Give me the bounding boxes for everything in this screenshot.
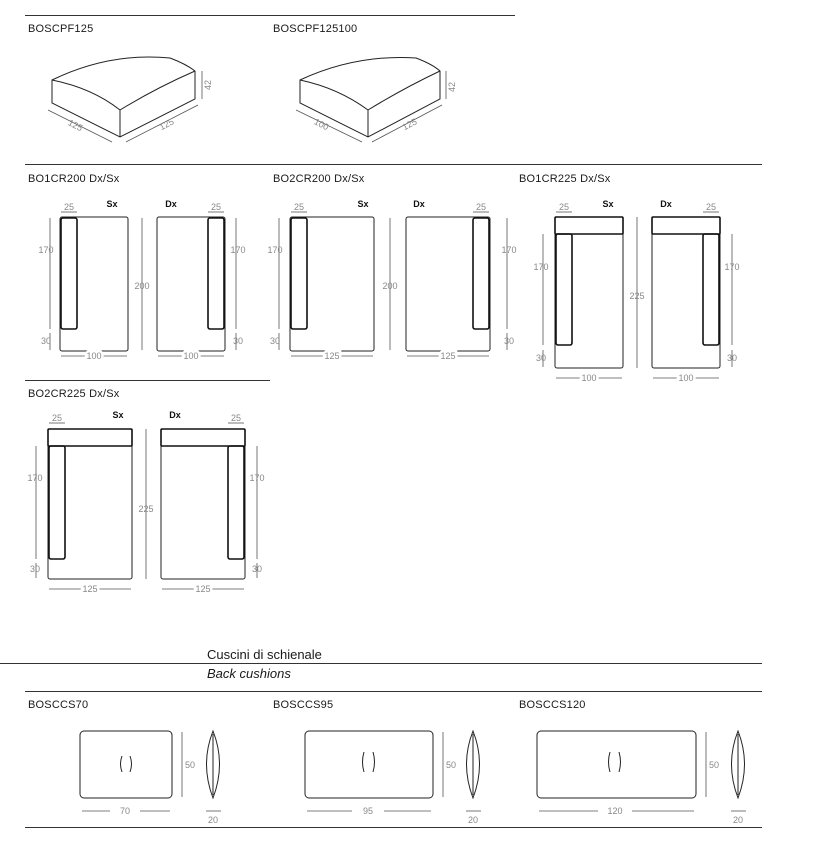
cushion-drawing-120 (537, 731, 746, 825)
side-label-sx: Sx (602, 199, 614, 209)
cushion-depth: 20 (207, 815, 219, 825)
product-code: BOSCCS120 (519, 699, 586, 711)
back-dimension: 30 (503, 336, 515, 346)
section-title-english: Back cushions (207, 666, 291, 681)
seat-dimension: 170 (533, 262, 549, 272)
arm-dimension: 25 (230, 413, 242, 423)
side-label-sx: Sx (106, 199, 118, 209)
length-dimension: 200 (134, 281, 150, 291)
cushion-drawing-95 (305, 731, 481, 825)
product-code: BOSCCS70 (28, 699, 89, 711)
cushion-width: 95 (362, 806, 374, 816)
arm-dimension: 25 (558, 202, 570, 212)
arm-dimension: 25 (51, 413, 63, 423)
cushion-drawing-70 (80, 731, 221, 825)
product-code: BOSCCS95 (273, 699, 334, 711)
product-code: BO1CR200 Dx/Sx (28, 173, 120, 185)
height-dimension: 42 (203, 79, 213, 91)
width-dimension: 125 (82, 584, 98, 594)
seat-dimension: 170 (501, 245, 517, 255)
side-label-sx: Sx (112, 410, 124, 420)
product-code: BO1CR225 Dx/Sx (519, 173, 611, 185)
seat-dimension: 170 (724, 262, 740, 272)
corner-piece-drawing (48, 57, 213, 142)
arm-dimension: 25 (475, 202, 487, 212)
arm-dimension: 25 (63, 202, 75, 212)
product-code: BOSCPF125 (28, 23, 94, 35)
section-title-italian: Cuscini di schienale (207, 647, 322, 662)
cushion-depth: 20 (467, 815, 479, 825)
length-dimension: 225 (138, 504, 154, 514)
arm-dimension: 25 (293, 202, 305, 212)
cushion-width: 120 (607, 806, 623, 816)
width-dimension: 125 (440, 351, 456, 361)
seat-dimension: 170 (27, 473, 43, 483)
back-dimension: 30 (40, 336, 52, 346)
chaise-drawing-bo1cr225 (533, 199, 739, 383)
side-label-dx: Dx (165, 199, 177, 209)
corner-piece-drawing (296, 57, 457, 142)
width-dimension: 125 (324, 351, 340, 361)
depth-dimension: 100 (312, 116, 331, 133)
back-dimension: 30 (726, 353, 738, 363)
seat-dimension: 170 (38, 245, 54, 255)
cushion-height: 50 (708, 760, 720, 770)
back-dimension: 30 (535, 353, 547, 363)
cushion-height: 50 (184, 760, 196, 770)
side-label-sx: Sx (357, 199, 369, 209)
height-dimension: 42 (447, 81, 457, 93)
back-dimension: 30 (251, 564, 263, 574)
length-dimension: 200 (382, 281, 398, 291)
width-dimension: 125 (195, 584, 211, 594)
arm-dimension: 25 (210, 202, 222, 212)
cushion-depth: 20 (732, 815, 744, 825)
product-code: BO2CR225 Dx/Sx (28, 388, 120, 400)
length-dimension: 225 (629, 291, 645, 301)
depth-dimension: 125 (66, 117, 85, 134)
back-dimension: 30 (232, 336, 244, 346)
seat-dimension: 170 (249, 473, 265, 483)
width-dimension: 100 (86, 351, 102, 361)
seat-dimension: 170 (267, 245, 283, 255)
back-dimension: 30 (269, 336, 281, 346)
side-label-dx: Dx (169, 410, 181, 420)
chaise-drawing-bo1cr200 (38, 199, 245, 361)
depth-dimension: 125 (400, 116, 419, 133)
width-dimension: 100 (183, 351, 199, 361)
back-dimension: 30 (29, 564, 41, 574)
width-dimension: 100 (581, 373, 597, 383)
cushion-width: 70 (119, 806, 131, 816)
width-dimension: 100 (678, 373, 694, 383)
chaise-drawing-bo2cr225 (27, 410, 264, 594)
cushion-height: 50 (445, 760, 457, 770)
product-code: BOSCPF125100 (273, 23, 358, 35)
seat-dimension: 170 (230, 245, 246, 255)
arm-dimension: 25 (705, 202, 717, 212)
side-label-dx: Dx (660, 199, 672, 209)
depth-dimension: 125 (157, 116, 176, 133)
chaise-drawing-bo2cr200 (267, 199, 516, 361)
product-code: BO2CR200 Dx/Sx (273, 173, 365, 185)
side-label-dx: Dx (413, 199, 425, 209)
